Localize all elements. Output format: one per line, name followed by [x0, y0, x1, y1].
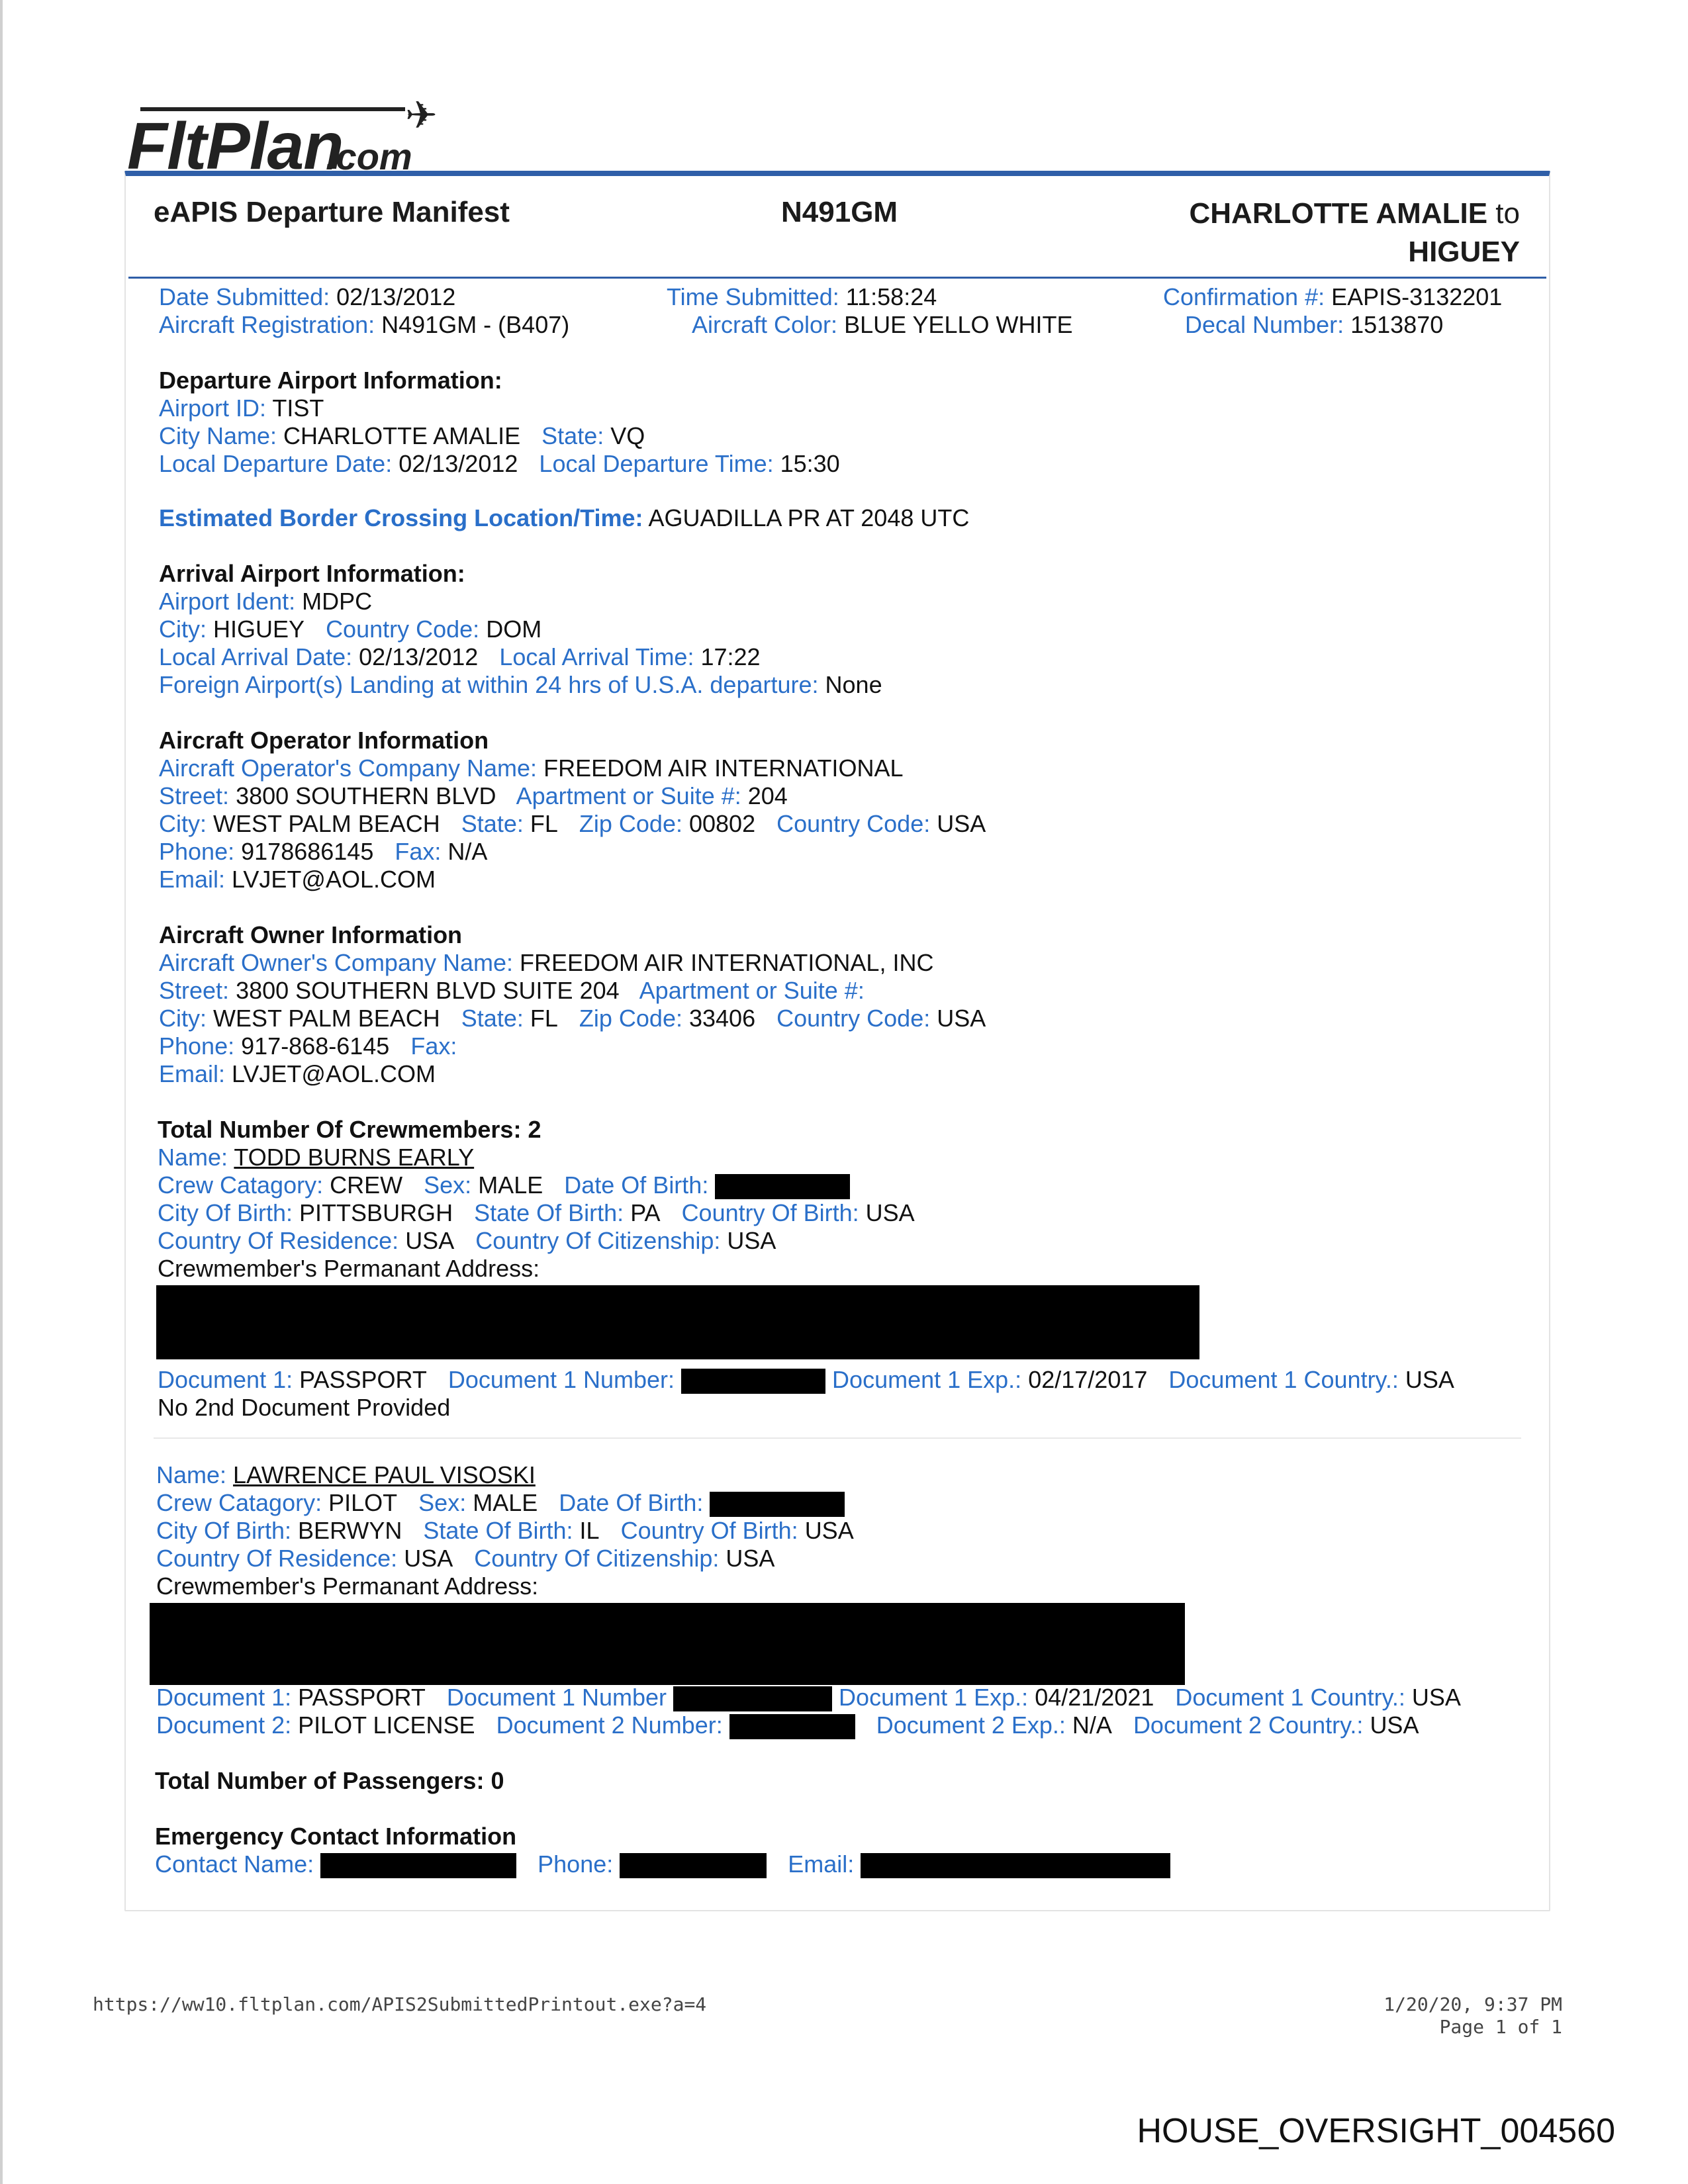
aircraft-color: Aircraft Color: BLUE YELLO WHITE [692, 311, 1073, 338]
redaction [715, 1174, 850, 1199]
crew1-residence: Country Of Residence: USA Country Of Citizenship: USA [158, 1227, 776, 1254]
owner-heading: Aircraft Owner Information [159, 921, 463, 948]
owner-phone-fax: Phone: 917-868-6145 Fax: [159, 1032, 457, 1060]
redaction [710, 1492, 845, 1517]
crew2-category: Crew Catagory: PILOT Sex: MALE Date Of Birth: [156, 1489, 845, 1517]
owner-city-state-zip: City: WEST PALM BEACH State: FL Zip Code: 33406 Country Code: USA [159, 1005, 986, 1032]
crew1-address-label: Crewmember's Permanant Address: [158, 1255, 540, 1282]
redaction [729, 1714, 855, 1739]
operator-company: Aircraft Operator's Company Name: FREEDOM AIR INTERNATIONAL [159, 754, 904, 782]
departure-airport-id: Airport ID: TIST [159, 394, 324, 422]
owner-street: Street: 3800 SOUTHERN BLVD SUITE 204 Apartment or Suite #: [159, 977, 865, 1004]
operator-phone-fax: Phone: 9178686145 Fax: N/A [159, 838, 488, 865]
arrival-foreign-landing: Foreign Airport(s) Landing at within 24 hrs of U.S.A. departure: None [159, 671, 882, 698]
emergency-contact: Contact Name: Phone: Email: [155, 1850, 1170, 1878]
crew1-name: Name: TODD BURNS EARLY [158, 1144, 475, 1171]
decal-number: Decal Number: 1513870 [1185, 311, 1444, 338]
route-destination: HIGUEY [1408, 236, 1520, 268]
crew1-document2-note: No 2nd Document Provided [158, 1394, 451, 1421]
crew2-name: Name: LAWRENCE PAUL VISOSKI [156, 1461, 536, 1488]
crew1-birthplace: City Of Birth: PITTSBURGH State Of Birth: PA Country Of Birth: USA [158, 1199, 915, 1226]
arrival-city-country: City: HIGUEY Country Code: DOM [159, 615, 542, 643]
emergency-heading: Emergency Contact Information [155, 1823, 517, 1850]
crew1-document1: Document 1: PASSPORT Document 1 Number: Document 1 Exp.: 02/17/2017 Document 1 Country.: USA [158, 1366, 1454, 1393]
manifest-panel [124, 171, 1550, 1911]
owner-email: Email: LVJET@AOL.COM [159, 1060, 436, 1087]
confirmation-number: Confirmation #: EAPIS-3132201 [1163, 283, 1503, 310]
arrival-heading: Arrival Airport Information: [159, 560, 465, 587]
logo-suffix: .com [326, 136, 412, 177]
scan-edge [0, 0, 3, 2184]
time-submitted: Time Submitted: 11:58:24 [667, 283, 937, 310]
fltplan-logo [127, 93, 445, 183]
crew-total: Total Number Of Crewmembers: 2 [158, 1116, 541, 1143]
redaction [673, 1686, 832, 1711]
crew2-document2: Document 2: PILOT LICENSE Document 2 Number: Document 2 Exp.: N/A Document 2 Country.: USA [156, 1711, 1419, 1739]
redaction [156, 1285, 1199, 1359]
owner-company: Aircraft Owner's Company Name: FREEDOM AIR INTERNATIONAL, INC [159, 949, 934, 976]
border-crossing: Estimated Border Crossing Location/Time: AGUADILLA PR AT 2048 UTC [159, 504, 970, 531]
redaction [620, 1853, 767, 1878]
crew2-document1: Document 1: PASSPORT Document 1 Number Document 1 Exp.: 04/21/2021 Document 1 Country.: USA [156, 1684, 1461, 1711]
date-submitted: Date Submitted: 02/13/2012 [159, 283, 456, 310]
logo-wordmark: FltPlan [127, 109, 344, 183]
aircraft-registration: Aircraft Registration: N491GM - (B407) [159, 311, 570, 338]
crew-divider [154, 1437, 1521, 1439]
page-number: Page 1 of 1 [1439, 2016, 1562, 2038]
arrival-airport-ident: Airport Ident: MDPC [159, 588, 373, 615]
print-url: https://ww10.fltplan.com/APIS2SubmittedPrintout.exe?a=4 [93, 1993, 707, 2015]
header-rule [128, 277, 1546, 279]
departure-date-time: Local Departure Date: 02/13/2012 Local Departure Time: 15:30 [159, 450, 840, 477]
print-timestamp: 1/20/20, 9:37 PM [1383, 1993, 1562, 2015]
manifest-title: eAPIS Departure Manifest [154, 196, 510, 228]
redaction [320, 1853, 516, 1878]
redaction [681, 1369, 825, 1394]
route-to-word: to [1495, 197, 1520, 230]
redaction [150, 1603, 1185, 1685]
arrival-date-time: Local Arrival Date: 02/13/2012 Local Arrival Time: 17:22 [159, 643, 761, 670]
operator-city-state-zip: City: WEST PALM BEACH State: FL Zip Code: 00802 Country Code: USA [159, 810, 986, 837]
bates-number: HOUSE_OVERSIGHT_004560 [1137, 2112, 1615, 2150]
airplane-icon: ✈ [405, 93, 438, 138]
crew2-birthplace: City Of Birth: BERWYN State Of Birth: IL Country Of Birth: USA [156, 1517, 854, 1544]
passengers-total: Total Number of Passengers: 0 [155, 1767, 504, 1794]
header-registration: N491GM [781, 196, 898, 228]
redaction [861, 1853, 1170, 1878]
route-origin: CHARLOTTE AMALIE [1189, 197, 1488, 230]
crew2-address-label: Crewmember's Permanant Address: [156, 1572, 539, 1600]
operator-heading: Aircraft Operator Information [159, 727, 489, 754]
header-route [1190, 195, 1521, 271]
departure-heading: Departure Airport Information: [159, 367, 502, 394]
crew1-category: Crew Catagory: CREW Sex: MALE Date Of Birth: [158, 1171, 850, 1199]
operator-street: Street: 3800 SOUTHERN BLVD Apartment or Suite #: 204 [159, 782, 788, 809]
departure-city-state: City Name: CHARLOTTE AMALIE State: VQ [159, 422, 645, 449]
crew2-residence: Country Of Residence: USA Country Of Citizenship: USA [156, 1545, 775, 1572]
operator-email: Email: LVJET@AOL.COM [159, 866, 436, 893]
